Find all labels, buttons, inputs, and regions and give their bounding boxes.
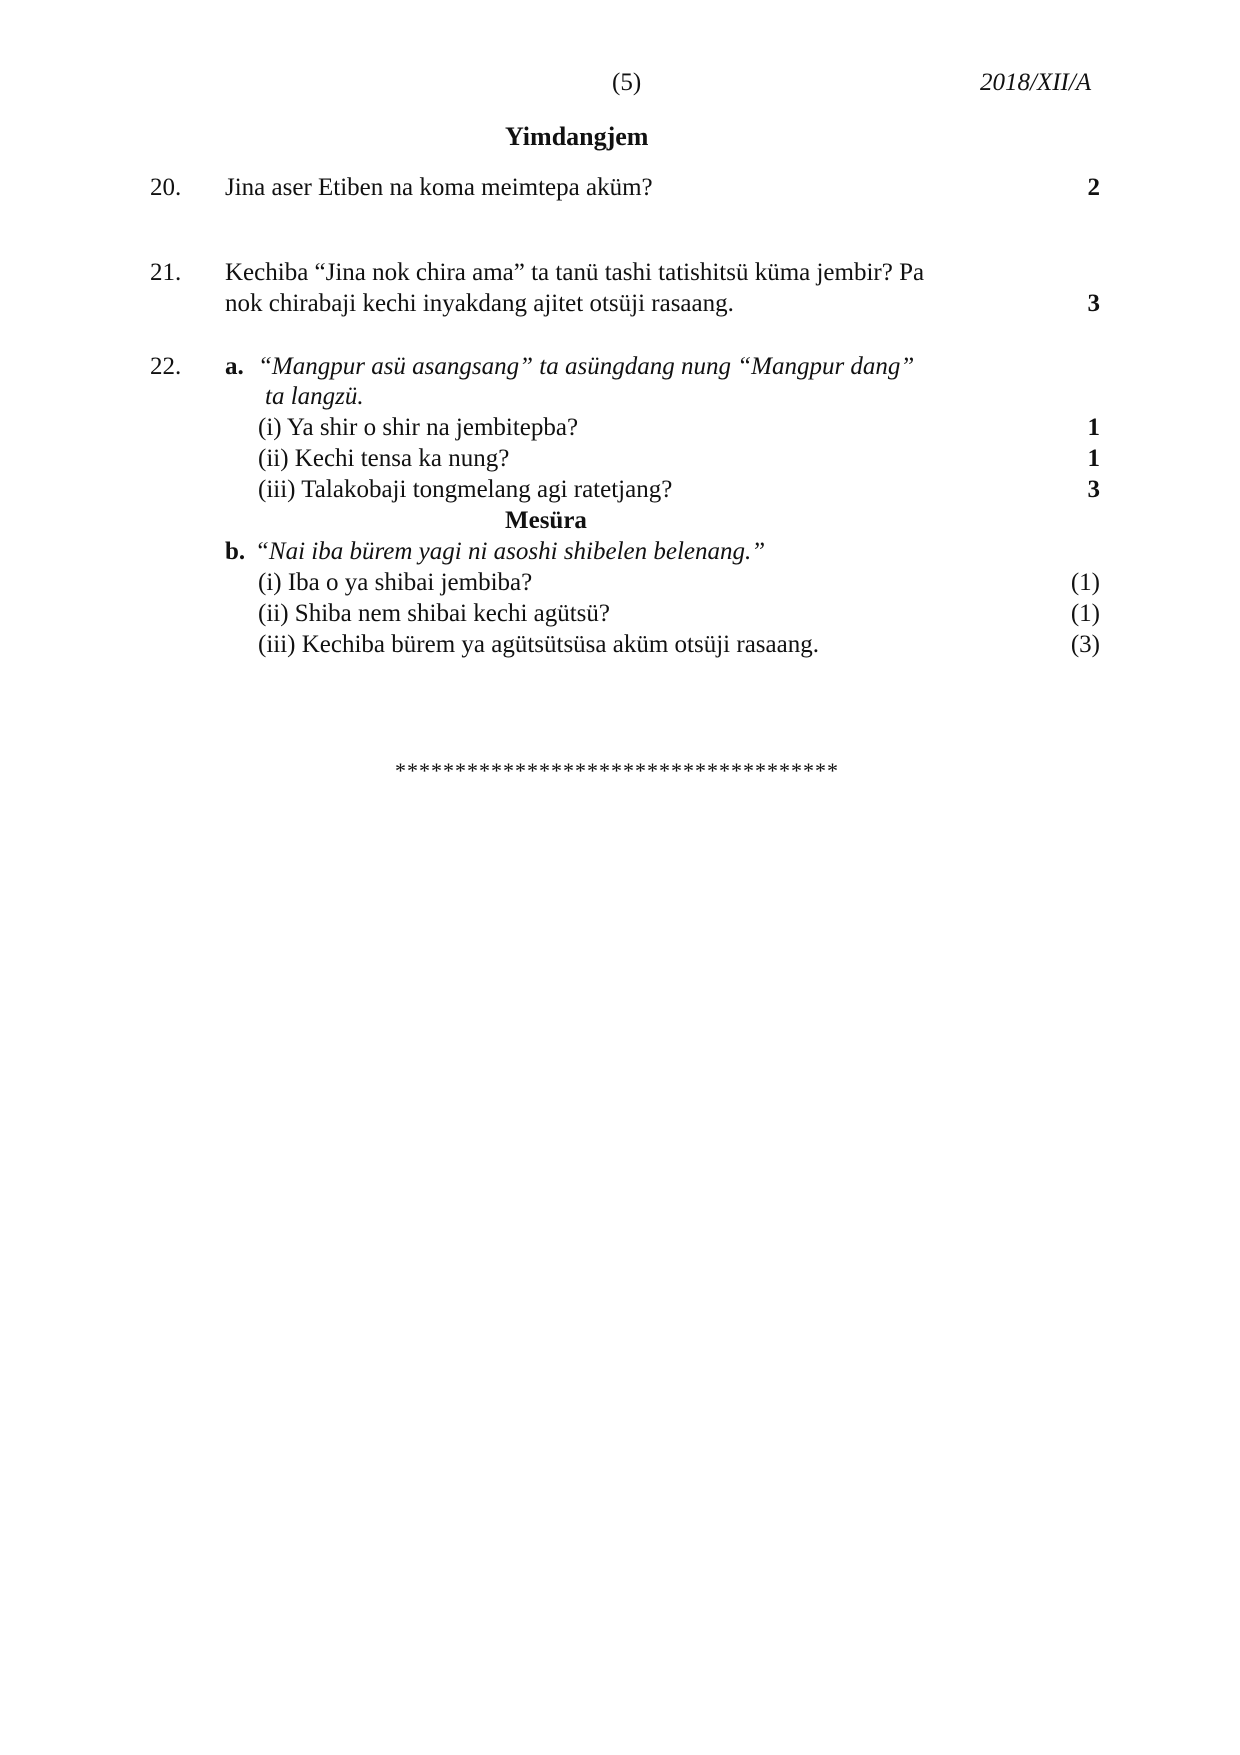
sub-question-b-ii: (ii) Shiba nem shibai kechi agütsü? — [258, 600, 611, 627]
part-a-quote-line-1: “Mangpur asü asangsang” ta asüngdang nung “Mangpur dang” — [258, 353, 915, 380]
question-number: 22. — [150, 353, 182, 380]
question-text-line-2: nok chirabaji kechi inyakdang ajitet otsüji rasaang. — [225, 290, 734, 317]
paper-code: 2018/XII/A — [980, 69, 1092, 96]
end-of-paper-marker: ************************************* — [395, 758, 839, 783]
sub-question-marks: (1) — [1070, 600, 1100, 627]
or-label: Mesüra — [505, 507, 587, 534]
part-a-label: a. — [225, 353, 244, 380]
question-marks: 2 — [1087, 174, 1100, 201]
sub-question-a-iii: (iii) Talakobaji tongmelang agi ratetjang? — [258, 476, 673, 503]
part-b-label: b. — [225, 538, 246, 565]
question-text-line-1: Kechiba “Jina nok chira ama” ta tanü tashi tatishitsü küma jembir? Pa — [225, 259, 925, 286]
sub-question-marks: 3 — [1087, 476, 1100, 503]
question-number: 21. — [150, 259, 182, 286]
sub-question-marks: 1 — [1087, 414, 1100, 441]
sub-question-b-i: (i) Iba o ya shibai jembiba? — [258, 569, 533, 596]
sub-question-marks: 1 — [1087, 445, 1100, 472]
sub-question-marks: (3) — [1070, 631, 1100, 658]
sub-question-a-i: (i) Ya shir o shir na jembitepba? — [258, 414, 579, 441]
part-a-quote-line-2: ta langzü. — [265, 383, 364, 410]
question-number: 20. — [150, 174, 182, 201]
question-marks: 3 — [1087, 290, 1100, 317]
sub-question-b-iii: (iii) Kechiba bürem ya agütsütsüsa aküm otsüji rasaang. — [258, 631, 819, 658]
sub-question-marks: (1) — [1070, 569, 1100, 596]
page-number: (5) — [612, 69, 642, 96]
section-title: Yimdangjem — [505, 122, 649, 151]
part-b-quote: “Nai iba bürem yagi ni asoshi shibelen belenang.” — [255, 538, 766, 565]
sub-question-a-ii: (ii) Kechi tensa ka nung? — [258, 445, 510, 472]
question-text: Jina aser Etiben na koma meimtepa aküm? — [225, 174, 653, 201]
